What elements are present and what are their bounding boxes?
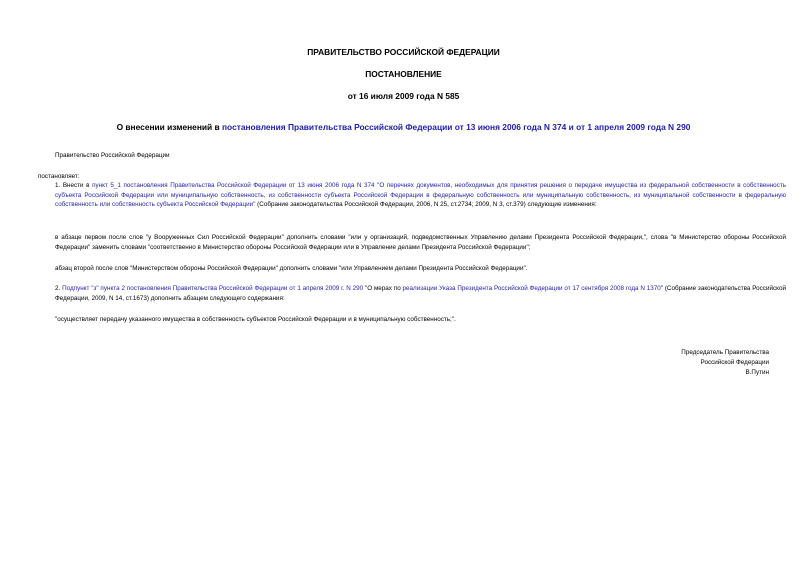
paragraph-4-lead: 2. — [55, 285, 63, 292]
signature-block — [681, 348, 769, 378]
paragraph-4 — [38, 284, 786, 303]
paragraph-4-middle: "О мерах по — [363, 285, 403, 292]
paragraph-4-link-2[interactable]: реализации Указа Президента Российской Федерации от 17 сентября 2008 года N 1370 — [402, 285, 661, 292]
title-link[interactable]: постановления Правительства Российской Федерации от 13 июня 2006 года N 374 и от 1 апреля 2009 года N 290 — [222, 122, 691, 132]
paragraph-4-link-1[interactable]: Подпункт "з" пункта 2 постановления Правительства Российской Федерации от 1 апреля 2009 г. N 290 — [62, 285, 364, 292]
document-type-heading: ПОСТАНОВЛЕНИЕ — [365, 69, 442, 79]
document-title — [0, 122, 807, 132]
paragraph-1-link[interactable]: пункт 5_1 постановления Правительства Российской Федерации от 13 июня 2006 года N 374 "О перечнях документов, необходимых для принятия решения о передаче имущества из федеральной собственности в собственность субъекта Российской Федерации или муниципальную собственность, из собственности субъекта Российской Федерации в федеральную собственность или муниципальную собственность, из муниципальной собственности в федеральную собственность или собственность субъекта Российской Федерации" — [55, 182, 786, 208]
decrees-line: постановляет: — [38, 173, 80, 180]
government-line: Правительство Российской Федерации — [55, 152, 170, 159]
signature-country: Российской Федерации — [700, 359, 769, 366]
signature-name: В.Путин — [745, 369, 769, 376]
paragraph-3: абзац второй после слов "Министерством обороны Российской Федерации" дополнить словами "или Управлением делами Президента Российской Федерации". — [55, 265, 528, 272]
paragraph-2: в абзаце первом после слов "у Вооруженных Сил Российской Федерации" дополнить словами "или у организаций, подведомственных Управлению делами Президента Российской Федерации,", слова "в Министерство обороны Российской Федерации" заменить словами "соответственно в Министерство обороны Российской Федерации или в Управление делами Президента Российской Федерации"; — [55, 234, 786, 251]
paragraph-4-tail: " (Собрание законодательства Российской Федерации, 2009, N 14, ст.1673) дополнить абзацем следующего содержания: — [55, 285, 786, 302]
signature-title: Председатель Правительства — [681, 349, 769, 356]
issuer-heading: ПРАВИТЕЛЬСТВО РОССИЙСКОЙ ФЕДЕРАЦИИ — [307, 47, 500, 57]
document-date-heading: от 16 июля 2009 года N 585 — [347, 91, 460, 101]
paragraph-1-tail: (Собрание законодательства Российской Федерации, 2006, N 25, ст.2734; 2009, N 3, ст.379) следующие изменения: — [255, 201, 597, 208]
title-prefix: О внесении изменений в — [116, 122, 222, 132]
paragraph-5: "осуществляет передачу указанного имущества в собственность субъектов Российской Федерации и в муниципальную собственность;". — [55, 316, 456, 323]
paragraph-1-lead: 1. Внести в — [55, 182, 93, 189]
paragraph-1 — [38, 181, 786, 210]
